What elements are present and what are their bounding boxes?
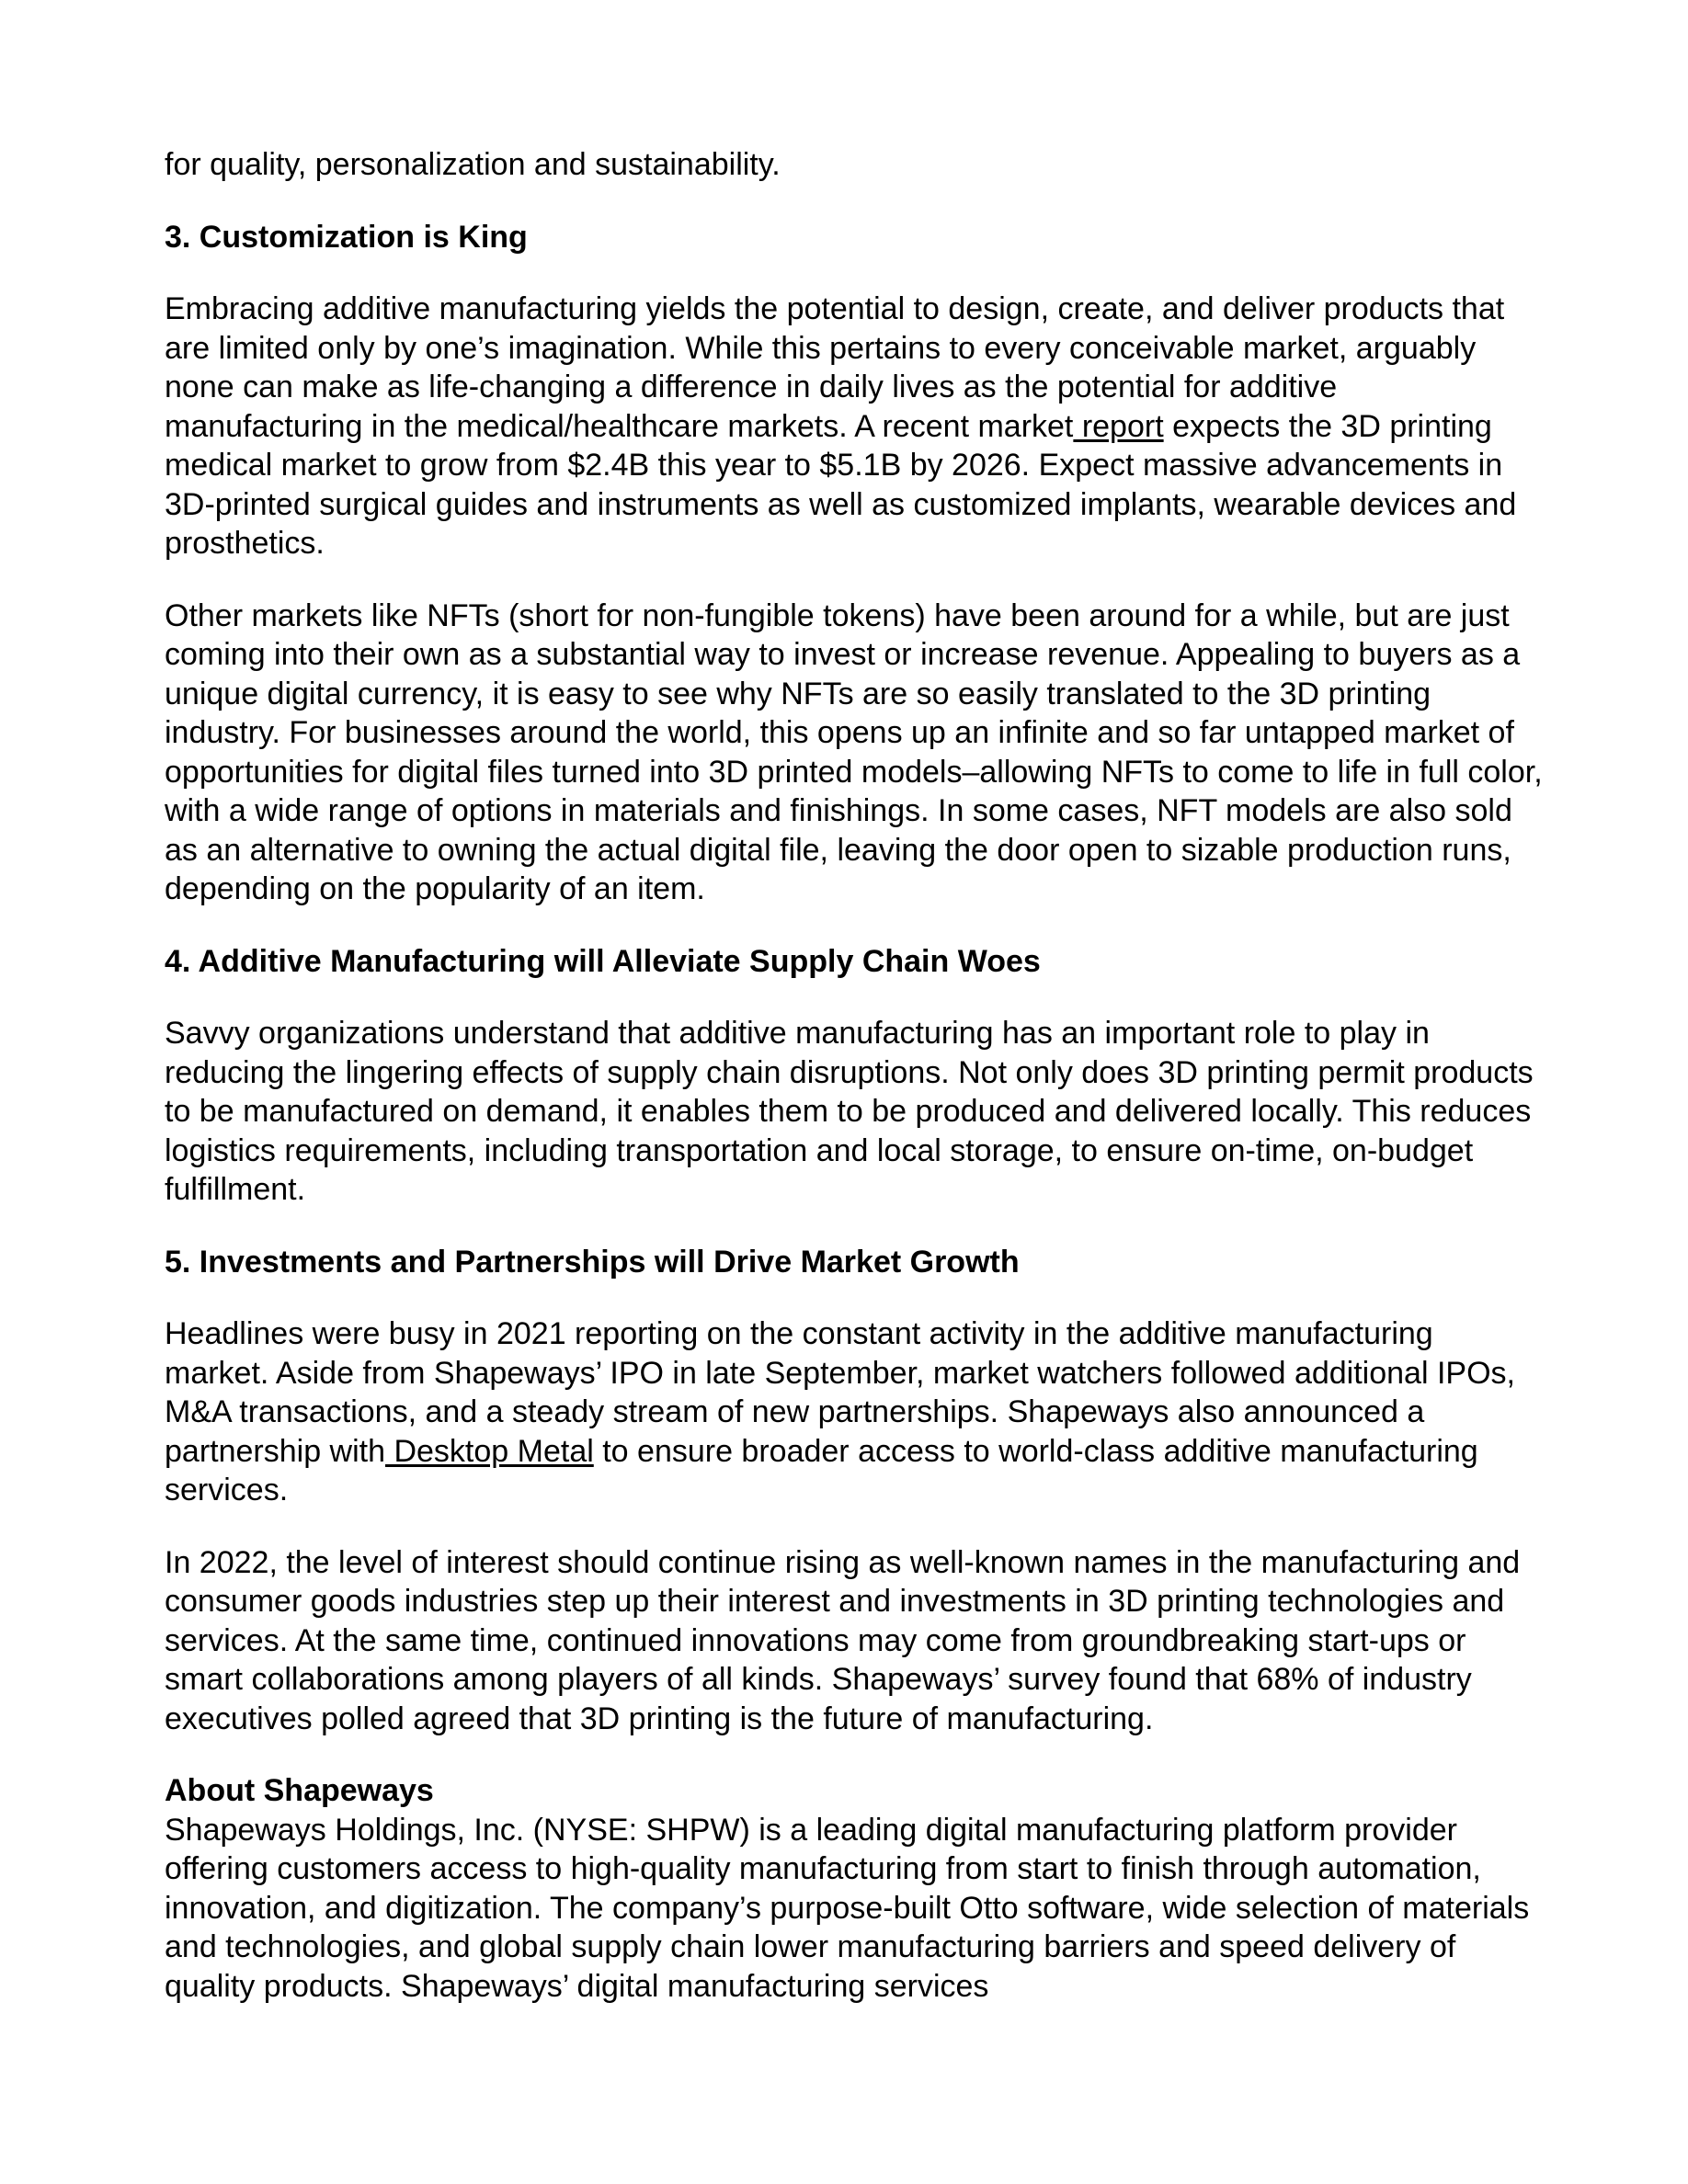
section-5-paragraph-1 [165, 1314, 1544, 1510]
section-5-heading: 5. Investments and Partnerships will Drive Market Growth [165, 1244, 1020, 1280]
section-3-paragraph-1-text-after: expects the 3D printing medical market to grow from $2.4B this year to $5.1B by 2026. Expect massive advancements in 3D-printed surgical guides and instruments as well as customized implants, wearable devices and prosthetics. [165, 408, 1517, 561]
section-4-paragraph-1: Savvy organizations understand that additive manufacturing has an important role to play in reducing the lingering effects of supply chain disruptions. Not only does 3D printing permit products to be manufactured on demand, it enables them to be produced and delivered locally. This reduces logistics requirements, including transportation and local storage, to ensure on-time, on-budget fulfillment. [165, 1016, 1534, 1207]
intro-text: for quality, personalization and sustainability. [165, 147, 781, 182]
document-page [165, 145, 1544, 2006]
section-5-paragraph-1-text-after: to ensure broader access to world-class additive manufacturing services. [165, 1433, 1478, 1507]
about-heading: About Shapeways [165, 1773, 434, 1808]
section-3-paragraph-1-text-before: Embracing additive manufacturing yields the potential to design, create, and deliver products that are limited only by one’s imagination. While this pertains to every conceivable market, arguably none can make as life-changing a difference in daily lives as the potential for additive manufacturing in the medical/healthcare markets. A recent market [165, 291, 1505, 444]
section-5-paragraph-2: In 2022, the level of interest should continue rising as well-known names in the manufacturing and consumer goods industries step up their interest and investments in 3D printing technologies and services. At the same time, continued innovations may come from groundbreaking start-ups or smart collaborations among players of all kinds. Shapeways’ survey found that 68% of industry executives polled agreed that 3D printing is the future of manufacturing. [165, 1544, 1521, 1736]
section-3-paragraph-2: Other markets like NFTs (short for non-fungible tokens) have been around for a while, but are just coming into their own as a substantial way to invest or increase revenue. Appealing to buyers as a unique digital currency, it is easy to see why NFTs are so easily translated to the 3D printing industry. For businesses around the world, this opens up an infinite and so far untapped market of opportunities for digital files turned into 3D printed models–allowing NFTs to come to life in full color, with a wide range of options in materials and finishings. In some cases, NFT models are also sold as an alternative to owning the actual digital file, leaving the door open to sizable production runs, depending on the popularity of an item. [165, 597, 1543, 906]
about-text: Shapeways Holdings, Inc. (NYSE: SHPW) is a leading digital manufacturing platform provider offering customers access to high-quality manufacturing from start to finish through automation, innovation, and digitization. The company’s purpose-built Otto software, wide selection of materials and technologies, and global supply chain lower manufacturing barriers and speed delivery of quality products. Shapeways’ digital manufacturing services [165, 1812, 1530, 2004]
desktop-metal-link[interactable]: Desktop Metal [385, 1433, 594, 1469]
section-3-heading: 3. Customization is King [165, 219, 528, 255]
report-link[interactable]: report [1073, 408, 1164, 444]
section-4-heading: 4. Additive Manufacturing will Alleviate Supply Chain Woes [165, 943, 1041, 979]
section-5-paragraph-1-text-before: Headlines were busy in 2021 reporting on the constant activity in the additive manufacturing market. Aside from Shapeways’ IPO in late September, market watchers followed additional IPOs, M&A transactions, and a steady stream of new partnerships. Shapeways also announced a partnership with [165, 1316, 1515, 1469]
section-3-paragraph-1 [165, 290, 1544, 563]
